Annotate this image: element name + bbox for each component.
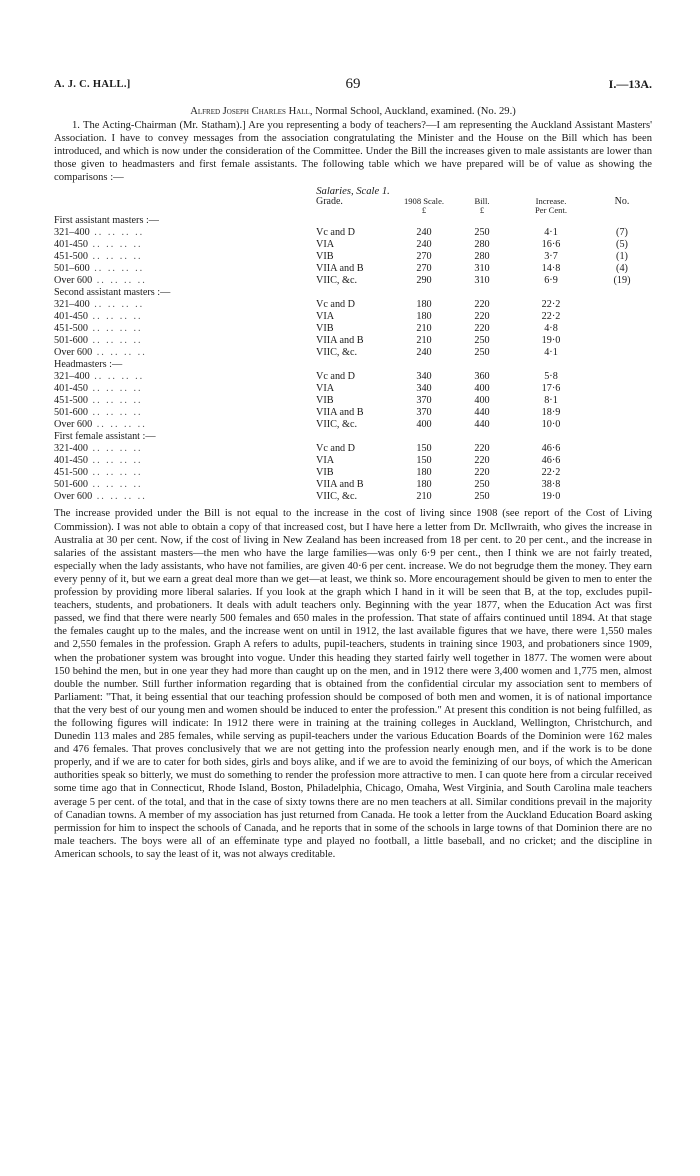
table-row bbox=[54, 443, 652, 455]
grade-cell: VIIA and B bbox=[316, 263, 364, 275]
document-page bbox=[54, 76, 652, 861]
count-cell bbox=[592, 383, 652, 395]
scale-1908-cell: 240 bbox=[416, 227, 432, 239]
scale-1908-cell: 270 bbox=[416, 251, 432, 263]
range-label: Over 600 bbox=[54, 347, 93, 359]
count-cell bbox=[592, 347, 652, 359]
leader-dots: .. .. .. .. bbox=[92, 491, 147, 503]
grade-cell: Vc and D bbox=[316, 443, 356, 455]
table-row bbox=[54, 335, 652, 347]
increase-cell: 46·6 bbox=[541, 443, 561, 455]
bill-cell: 400 bbox=[474, 395, 490, 407]
count-cell bbox=[592, 299, 652, 311]
bill-cell: 220 bbox=[474, 299, 490, 311]
grade-cell: VIB bbox=[316, 251, 334, 263]
range-cell bbox=[54, 311, 316, 323]
page-number: 69 bbox=[345, 76, 361, 92]
leader-dots: .. .. .. .. bbox=[89, 299, 145, 311]
bill-cell: 310 bbox=[474, 275, 490, 287]
increase-cell: 6·9 bbox=[544, 275, 558, 287]
range-cell bbox=[54, 275, 316, 287]
leader-dots: .. .. .. .. bbox=[87, 479, 143, 491]
grade-cell: Vc and D bbox=[316, 227, 356, 239]
range-label: 451-500 bbox=[54, 395, 88, 407]
table-header-row-2 bbox=[54, 206, 652, 215]
scale-1908-cell: 400 bbox=[416, 419, 432, 431]
leader-dots: .. .. .. .. bbox=[87, 467, 143, 479]
range-label: 321–400 bbox=[54, 299, 90, 311]
scale-1908-cell: 240 bbox=[416, 347, 432, 359]
grade-cell: VIIA and B bbox=[316, 479, 364, 491]
range-label: 401-450 bbox=[54, 239, 88, 251]
range-cell bbox=[54, 443, 316, 455]
bill-cell: 280 bbox=[474, 251, 490, 263]
header-right: I.—13A. bbox=[608, 77, 652, 91]
leader-dots: .. .. .. .. bbox=[87, 455, 143, 467]
table-group-row bbox=[54, 359, 652, 371]
grade-cell: VIA bbox=[316, 455, 335, 467]
count-cell bbox=[592, 335, 652, 347]
table-row bbox=[54, 479, 652, 491]
salary-table bbox=[54, 197, 652, 503]
scale-1908-cell: 180 bbox=[416, 479, 432, 491]
increase-cell: 18·9 bbox=[541, 407, 561, 419]
scale-1908-cell: 180 bbox=[416, 311, 432, 323]
scale-1908-cell: 210 bbox=[416, 323, 432, 335]
increase-cell: 16·6 bbox=[541, 239, 561, 251]
bill-cell: 440 bbox=[474, 419, 490, 431]
scale-1908-cell: 150 bbox=[416, 455, 432, 467]
range-label: 501–600 bbox=[54, 263, 90, 275]
grade-cell: Vc and D bbox=[316, 299, 356, 311]
increase-cell: 10·0 bbox=[541, 419, 561, 431]
grade-cell: Vc and D bbox=[316, 371, 356, 383]
grade-cell: VIB bbox=[316, 323, 334, 335]
table-group-row bbox=[54, 287, 652, 299]
table-body bbox=[54, 215, 652, 503]
bill-cell: 250 bbox=[474, 227, 490, 239]
scale-1908-cell: 370 bbox=[416, 407, 432, 419]
witness-details: , Normal School, Auckland, examined. (No. 29.) bbox=[309, 106, 516, 117]
range-label: 451-500 bbox=[54, 323, 88, 335]
col-header-bill: Bill. bbox=[474, 196, 490, 207]
leader-dots: .. .. .. .. bbox=[87, 383, 143, 395]
increase-cell: 3·7 bbox=[544, 251, 558, 263]
col-header-grade: Grade. bbox=[316, 196, 343, 208]
header-left: A. J. C. HALL.] bbox=[54, 79, 131, 90]
grade-cell: VIIC, &c. bbox=[316, 419, 358, 431]
bill-cell: 250 bbox=[474, 347, 490, 359]
bill-cell: 250 bbox=[474, 335, 490, 347]
grade-cell: VIA bbox=[316, 383, 335, 395]
range-cell bbox=[54, 335, 316, 347]
table-row bbox=[54, 263, 652, 275]
table-row bbox=[54, 299, 652, 311]
bill-cell: 400 bbox=[474, 383, 490, 395]
bill-cell: 220 bbox=[474, 311, 490, 323]
range-cell bbox=[54, 419, 316, 431]
body-paragraph: The increase provided under the Bill is not equal to the increase in the cost of living since 1908 (see report of the Cost of Living Commission). I was not able to obtain a copy of that increased cost, but I have here a letter from Dr. McIlwraith, who gives the increase in Australia at 30 per cent. Now, if the cost of living in New Zealand has been increased from 18 per cent. to 20 per cent., and the increase in salaries of the assistant masters—the men who have the large families—was only 6·9 per cent., then I think we are not fairly treated, especially when the lady assistants, who have not families, are given 40·6 per cent. increase. We do not begrudge them the money. They earn every penny of it, but we earn a great deal more than we get—at least, we think so. More encouragement should be given to men to enter the profession by providing more liberal salaries. If you look at the graph which I hand in it will be seen that B, at the top, excludes pupil-teachers, students, and probationers. It deals with adult teachers only. Beginning with the year 1877, when the Education Act was first passed, we find that there were nearly 500 females and 650 males in the profession. That state of affairs continued until 1894. At that stage the females caught up to the males, and the increase went on until in 1912, the last available figures that we have, there were 1,550 males and 2,550 females in the profession. Graph A refers to adults, pupil-teachers, students in training since 1903, and probationers since 1909, when the probationer system was brought into vogue. Under this heading they started fairly well together in 1877. The women were about 150 behind the men, but in one year they had more than caught up on the men, and in 1912 there were 3,400 women and 1,775 men, almost double the number. Still further information regarding that is obtained from the confidential circular my association sent to members of Parliament: "That, it being essential that our teaching profession should be composed of both men and women, it is of national importance that the very best of our young men and women should be induced to enter the profession." At present this condition is not being fulfilled, as the following figures will indicate: In 1912 there were in training at the training colleges in Auckland, Wellington, Christchurch, and Dunedin 113 males and 285 females, while serving as pupil-teachers under the various Education Boards of the Dominion were 162 males and 476 females. That proves conclusively that we are not getting into the profession nearly enough men, and if the work is to be done properly, and if we are to cater for both sides, girls and boys alike, and if we are to avoid the feminizing of our boys, of which the American authorities speak so bitterly, we must do something to render the profession more attractive to men. I can quote here from a circular received some time ago that in Connecticut, Rhode Island, Boston, Philadelphia, Chicago, Omaha, West Virginia, and South Carolina male teachers average 5 per cent. of the total, and that in the case of sixty towns there are no men teachers at all. Similar conditions prevail in the majority of Canadian towns. A member of my association has just returned from Canada. He took a letter from the Auckland Education Board asking permission for him to inspect the schools of Canada, and he reports that in some of the schools in large towns of that Dominion there are no male teachers. The boys were all of an effeminate type and played no football, a little baseball, and no cricket; and the discipline in American schools, to say the least of it, was not always creditable. bbox=[54, 508, 652, 860]
leader-dots: .. .. .. .. bbox=[87, 323, 143, 335]
leader-dots: .. .. .. .. bbox=[92, 419, 147, 431]
count-cell: (5) bbox=[616, 239, 628, 251]
group-label: Headmasters :— bbox=[54, 359, 123, 371]
increase-cell: 22·2 bbox=[541, 467, 561, 479]
range-label: 401-450 bbox=[54, 455, 88, 467]
count-cell: (1) bbox=[616, 251, 628, 263]
col-sub-increase: Per Cent. bbox=[535, 205, 567, 216]
range-cell bbox=[54, 323, 316, 335]
group-label: Second assistant masters :— bbox=[54, 287, 171, 299]
table-row bbox=[54, 251, 652, 263]
leader-dots: .. .. .. .. bbox=[87, 239, 143, 251]
grade-cell: VIIC, &c. bbox=[316, 275, 358, 287]
count-cell bbox=[592, 419, 652, 431]
leader-dots: .. .. .. .. bbox=[87, 443, 143, 455]
count-cell: (4) bbox=[616, 263, 628, 275]
bill-cell: 220 bbox=[474, 323, 490, 335]
scale-1908-cell: 210 bbox=[416, 335, 432, 347]
scale-1908-cell: 210 bbox=[416, 491, 432, 503]
witness-name: Alfred Joseph Charles Hall bbox=[190, 106, 310, 117]
range-cell bbox=[54, 455, 316, 467]
scale-1908-cell: 370 bbox=[416, 395, 432, 407]
bill-cell: 280 bbox=[474, 239, 490, 251]
range-label: Over 600 bbox=[54, 491, 93, 503]
count-cell bbox=[592, 443, 652, 455]
table-title: Salaries, Scale 1. bbox=[316, 186, 390, 198]
count-cell bbox=[592, 395, 652, 407]
increase-cell: 38·8 bbox=[541, 479, 561, 491]
scale-1908-cell: 240 bbox=[416, 239, 432, 251]
group-label: First assistant masters :— bbox=[54, 215, 159, 227]
range-cell bbox=[54, 227, 316, 239]
leader-dots: .. .. .. .. bbox=[92, 347, 147, 359]
scale-1908-cell: 290 bbox=[416, 275, 432, 287]
leader-dots: .. .. .. .. bbox=[89, 371, 145, 383]
scale-1908-cell: 150 bbox=[416, 443, 432, 455]
leader-dots: .. .. .. .. bbox=[87, 395, 143, 407]
count-cell: (7) bbox=[616, 227, 628, 239]
table-row bbox=[54, 239, 652, 251]
grade-cell: VIIA and B bbox=[316, 407, 364, 419]
table-group-row bbox=[54, 215, 652, 227]
table-group-row bbox=[54, 431, 652, 443]
count-cell bbox=[592, 467, 652, 479]
scale-1908-cell: 180 bbox=[416, 299, 432, 311]
leader-dots: .. .. .. .. bbox=[87, 335, 143, 347]
scale-1908-cell: 270 bbox=[416, 263, 432, 275]
range-cell bbox=[54, 395, 316, 407]
col-header-no: No. bbox=[614, 196, 630, 208]
table-row bbox=[54, 467, 652, 479]
table-row bbox=[54, 383, 652, 395]
table-row bbox=[54, 455, 652, 467]
count-cell: (19) bbox=[613, 275, 631, 287]
count-cell bbox=[592, 455, 652, 467]
grade-cell: VIIC, &c. bbox=[316, 347, 358, 359]
range-cell bbox=[54, 407, 316, 419]
bill-cell: 360 bbox=[474, 371, 490, 383]
grade-cell: VIB bbox=[316, 467, 334, 479]
scale-1908-cell: 340 bbox=[416, 383, 432, 395]
range-cell bbox=[54, 467, 316, 479]
increase-cell: 4·1 bbox=[544, 347, 558, 359]
increase-cell: 8·1 bbox=[544, 395, 558, 407]
count-cell bbox=[592, 491, 652, 503]
range-label: 451-500 bbox=[54, 467, 88, 479]
range-label: 501-600 bbox=[54, 335, 88, 347]
range-label: 321-400 bbox=[54, 443, 88, 455]
bill-cell: 250 bbox=[474, 491, 490, 503]
increase-cell: 19·0 bbox=[541, 491, 561, 503]
increase-cell: 22·2 bbox=[541, 299, 561, 311]
count-cell bbox=[592, 371, 652, 383]
range-label: 401-450 bbox=[54, 383, 88, 395]
leader-dots: .. .. .. .. bbox=[87, 251, 143, 263]
grade-cell: VIA bbox=[316, 311, 335, 323]
table-row bbox=[54, 311, 652, 323]
table-row bbox=[54, 347, 652, 359]
table-row bbox=[54, 491, 652, 503]
grade-cell: VIIC, &c. bbox=[316, 491, 358, 503]
witness-line bbox=[54, 106, 652, 117]
table-row bbox=[54, 371, 652, 383]
count-cell bbox=[592, 323, 652, 335]
bill-cell: 220 bbox=[474, 443, 490, 455]
grade-cell: VIB bbox=[316, 395, 334, 407]
col-sub-bill: £ bbox=[479, 205, 485, 216]
count-cell bbox=[592, 407, 652, 419]
range-label: 321–400 bbox=[54, 227, 90, 239]
count-cell bbox=[592, 479, 652, 491]
col-sub-1908: £ bbox=[421, 205, 427, 216]
range-cell bbox=[54, 371, 316, 383]
range-label: 501-600 bbox=[54, 479, 88, 491]
increase-cell: 46·6 bbox=[541, 455, 561, 467]
leader-dots: .. .. .. .. bbox=[89, 263, 145, 275]
table-row bbox=[54, 419, 652, 431]
bill-cell: 250 bbox=[474, 479, 490, 491]
range-cell bbox=[54, 491, 316, 503]
bill-cell: 220 bbox=[474, 455, 490, 467]
range-cell bbox=[54, 251, 316, 263]
table-row bbox=[54, 395, 652, 407]
range-label: 451-500 bbox=[54, 251, 88, 263]
increase-cell: 4·8 bbox=[544, 323, 558, 335]
scale-1908-cell: 340 bbox=[416, 371, 432, 383]
scale-1908-cell: 180 bbox=[416, 467, 432, 479]
range-label: 401-450 bbox=[54, 311, 88, 323]
table-row bbox=[54, 227, 652, 239]
range-label: 321–400 bbox=[54, 371, 90, 383]
range-cell bbox=[54, 263, 316, 275]
leader-dots: .. .. .. .. bbox=[89, 227, 145, 239]
range-cell bbox=[54, 479, 316, 491]
range-cell bbox=[54, 347, 316, 359]
grade-cell: VIA bbox=[316, 239, 335, 251]
increase-cell: 14·8 bbox=[541, 263, 561, 275]
range-label: Over 600 bbox=[54, 419, 93, 431]
increase-cell: 22·2 bbox=[541, 311, 561, 323]
table-row bbox=[54, 275, 652, 287]
increase-cell: 19·0 bbox=[541, 335, 561, 347]
range-cell bbox=[54, 239, 316, 251]
table-row bbox=[54, 407, 652, 419]
range-cell bbox=[54, 299, 316, 311]
leader-dots: .. .. .. .. bbox=[87, 407, 143, 419]
grade-cell: VIIA and B bbox=[316, 335, 364, 347]
increase-cell: 4·1 bbox=[544, 227, 558, 239]
increase-cell: 5·8 bbox=[544, 371, 558, 383]
increase-cell: 17·6 bbox=[541, 383, 561, 395]
range-label: 501-600 bbox=[54, 407, 88, 419]
col-header-increase: Increase. bbox=[535, 196, 567, 207]
bill-cell: 220 bbox=[474, 467, 490, 479]
range-cell bbox=[54, 383, 316, 395]
page-header bbox=[54, 76, 652, 96]
bill-cell: 440 bbox=[474, 407, 490, 419]
range-label: Over 600 bbox=[54, 275, 93, 287]
leader-dots: .. .. .. .. bbox=[87, 311, 143, 323]
bill-cell: 310 bbox=[474, 263, 490, 275]
col-header-1908: 1908 Scale. bbox=[403, 196, 445, 207]
intro-paragraph: 1. The Acting-Chairman (Mr. Statham).] Are you representing a body of teachers?—I am representing the Auckland Assistant Masters' Association. I have to convey messages from the association congratulating the Minister and the House on the Bill which has been introduced, and which is now under the consideration of the Committee. Under the Bill the increases given to male assistants are lower than those given to headmasters and first female assistants. The following table which we have prepared will be of value as showing the comparisons :— bbox=[54, 120, 652, 184]
count-cell bbox=[592, 311, 652, 323]
leader-dots: .. .. .. .. bbox=[92, 275, 147, 287]
table-row bbox=[54, 323, 652, 335]
group-label: First female assistant :— bbox=[54, 431, 156, 443]
